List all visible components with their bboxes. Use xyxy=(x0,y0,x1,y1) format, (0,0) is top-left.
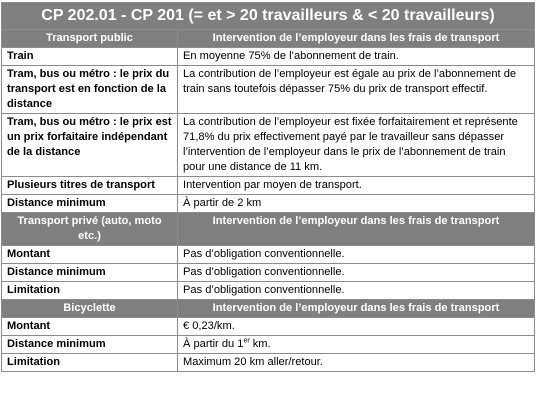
section-header-right: Intervention de l’employeur dans les frais de transport xyxy=(178,213,535,246)
row-label: Limitation xyxy=(2,282,178,300)
row-value: Maximum 20 km aller/retour. xyxy=(178,354,535,372)
table-row xyxy=(2,48,535,66)
table-row xyxy=(2,354,535,372)
row-value: La contribution de l’employeur est égale au prix de l’abonnement de train sans toutefois dépasser 75% du prix de transport effectif. xyxy=(178,66,535,114)
table-row xyxy=(2,114,535,177)
section-header-right: Intervention de l’employeur dans les frais de transport xyxy=(178,300,535,318)
row-label: Train xyxy=(2,48,178,66)
section-header-row xyxy=(2,213,535,246)
section-header-bicycle: Bicyclette xyxy=(2,300,178,318)
transport-allowance-table xyxy=(1,2,535,372)
row-label: Tram, bus ou métro : le prix du transport est en fonction de la distance xyxy=(2,66,178,114)
value-suffix: km. xyxy=(249,338,271,350)
section-header-right: Intervention de l’employeur dans les frais de transport xyxy=(178,30,535,48)
row-label: Distance minimum xyxy=(2,264,178,282)
value-prefix: À partir du 1 xyxy=(183,338,244,350)
document-page xyxy=(1,0,536,372)
row-value: Intervention par moyen de transport. xyxy=(178,177,535,195)
row-value: Pas d’obligation conventionnelle. xyxy=(178,264,535,282)
section-header-private: Transport privé (auto, moto etc.) xyxy=(2,213,178,246)
section-header-row xyxy=(2,300,535,318)
row-label: Plusieurs titres de transport xyxy=(2,177,178,195)
value-superscript: er xyxy=(243,337,250,345)
row-value: En moyenne 75% de l’abonnement de train. xyxy=(178,48,535,66)
table-row xyxy=(2,177,535,195)
row-value: Pas d’obligation conventionnelle. xyxy=(178,282,535,300)
section-header-row xyxy=(2,30,535,48)
row-value: € 0,23/km. xyxy=(178,318,535,336)
table-row xyxy=(2,336,535,354)
row-value: La contribution de l’employeur est fixée forfaitairement et représente 71,8% du prix effectivement payé par le travailleur sans dépasser l’intervention de l’employeur dans le prix de l’abonnement de train pour une distance de 11 km. xyxy=(178,114,535,177)
row-label: Montant xyxy=(2,318,178,336)
title-row xyxy=(2,3,535,30)
table-title: CP 202.01 - CP 201 (= et > 20 travailleurs & < 20 travailleurs) xyxy=(2,3,535,30)
row-value xyxy=(178,336,535,354)
row-label: Distance minimum xyxy=(2,336,178,354)
table-row xyxy=(2,66,535,114)
table-row xyxy=(2,264,535,282)
table-row xyxy=(2,195,535,213)
row-label: Tram, bus ou métro : le prix est un prix forfaitaire indépendant de la distance xyxy=(2,114,178,177)
table-row xyxy=(2,246,535,264)
table-row xyxy=(2,282,535,300)
row-label: Distance minimum xyxy=(2,195,178,213)
row-value: À partir de 2 km xyxy=(178,195,535,213)
section-header-public: Transport public xyxy=(2,30,178,48)
row-label: Montant xyxy=(2,246,178,264)
row-label: Limitation xyxy=(2,354,178,372)
row-value: Pas d’obligation conventionnelle. xyxy=(178,246,535,264)
table-row xyxy=(2,318,535,336)
